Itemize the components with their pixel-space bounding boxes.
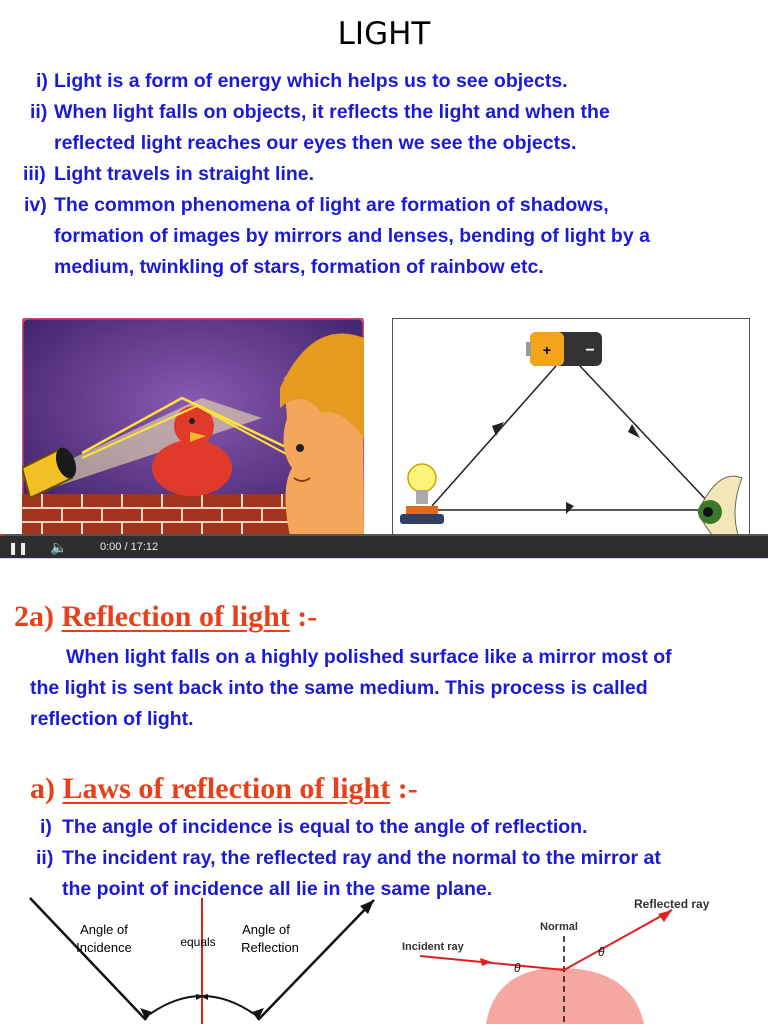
point-4-line-1: The common phenomena of light are formation of shadows, [54,194,609,216]
point-2-line-2: reflected light reaches our eyes then we see the objects. [54,132,577,154]
volume-icon[interactable]: 🔈 [50,539,68,555]
reflection-angle-diagram [22,896,382,1024]
theta-reflection-label: θ [598,945,605,959]
reflected-ray-label: Reflected ray [634,897,710,911]
circuit-illustration [392,318,750,536]
law-2-line-2: the point of incidence all lie in the same plane. [62,878,493,900]
laws-heading-number: a) [30,772,55,805]
reflection-para-line-2: the light is sent back into the same medium. This process is called [30,677,648,699]
svg-text:+: + [542,342,552,358]
point-3-text: Light travels in straight line. [54,163,315,185]
point-4-num: iv) [24,194,47,216]
angle-incidence-label-2: Incidence [76,940,132,955]
incident-ray-label: Incident ray [402,941,464,953]
point-1-text: Light is a form of energy which helps us to see objects. [54,70,568,92]
point-4-line-2: formation of images by mirrors and lenses, bending of light by a [54,225,650,247]
point-1-num: i) [36,70,48,92]
angle-reflection-label-2: Reflection [241,940,299,955]
cartoon-illustration [22,318,364,536]
reflection-para-line-3: reflection of light. [30,708,194,730]
video-controls [0,536,768,558]
point-2-num: ii) [30,101,48,123]
equals-label: equals [180,935,216,949]
reflection-heading-title: Reflection of light [61,600,290,633]
point-3-num: iii) [23,163,46,185]
law-1-num: i) [40,816,52,838]
point-2-line-1: When light falls on objects, it reflects the light and when the [54,101,610,123]
reflection-heading-suffix: :- [297,600,318,633]
angle-reflection-label-1: Angle of [242,922,290,937]
reflection-para-line-1: When light falls on a highly polished surface like a mirror most of [66,646,672,668]
section-divider [0,558,768,559]
battery-icon [526,332,602,366]
reflection-heading [14,600,317,634]
law-2-line-1: The incident ray, the reflected ray and the normal to the mirror at [62,847,661,869]
svg-text:−: − [585,342,595,359]
theta-incidence-label: θ [514,961,521,975]
laws-heading-title: Laws of reflection of light [62,772,391,805]
ray-diagram [396,896,740,1024]
pause-icon[interactable]: ❚❚ [8,541,29,555]
law-2-num: ii) [36,847,54,869]
video-time: 0:00 / 17:12 [100,541,159,553]
laws-heading [30,772,418,806]
normal-label: Normal [540,921,578,933]
angle-incidence-label-1: Angle of [80,922,128,937]
reflection-heading-number: 2a) [14,600,54,633]
law-1-text: The angle of incidence is equal to the angle of reflection. [62,816,588,838]
page-title: LIGHT [337,16,431,52]
laws-heading-suffix: :- [397,772,418,805]
point-4-line-3: medium, twinkling of stars, formation of rainbow etc. [54,256,544,278]
